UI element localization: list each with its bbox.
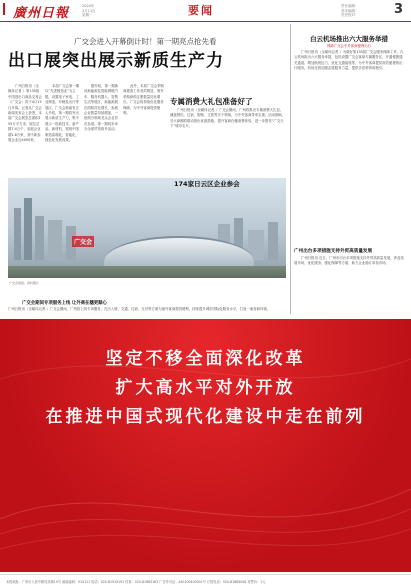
ground-graphic	[8, 266, 286, 278]
section-title: 要闻	[188, 4, 214, 17]
lead-paragraph: 本届广交会第一期以“先进制造业”为主题，设置电子家电、工业制造、车辆及出行等展区。广交会新闻发言人介绍，第一期将突出展示新质生产力，集中展示一批新技术、新产品、新材料，展现中国制造高端化、智能化、绿色化发展成果。	[45, 84, 80, 143]
page-number: 3	[394, 2, 404, 17]
column-divider	[290, 24, 291, 314]
wide-story	[8, 300, 404, 319]
photo-caption: 广交会展馆。资料图片	[9, 281, 40, 285]
slogan-group	[0, 345, 411, 432]
wide-story-body: 广州日报讯（全媒体记者 ）广交会期间，广州将上线专项服务，在出入境、交通、住宿、支付等方面为境外客商提供便利，持续提升城市国际化服务水平，打造一流营商环境。	[8, 307, 271, 311]
lead-headline: 出口展突出展示新质生产力	[8, 51, 224, 71]
lead-paragraph: 据介绍，第一期新设新能源及智能网联汽车、服务机器人、智慧生活等展区，新能源展区面积同比增长，参展企业数量持续增加，一批细分领域龙头企业首次参展。第一期同步举办全球贸易推介活动。	[84, 84, 119, 132]
lead-column-1	[8, 84, 42, 176]
lead-paragraph: 广州日报讯（全媒体记者 ）第135届中国进出口商品交易会（广交会）将于4月15日开幕。记者从广交会新闻发布会上获悉，本届广交会展览总面积155万平方米，展位总数7.4万个，参展企业超2.8万家，其中新参展企业近4000家。	[8, 84, 42, 143]
story-district-title: 174家日云区企业参会	[174, 180, 240, 188]
slogan-line-2: 扩大高水平对外开放	[115, 378, 296, 398]
slogan-banner	[0, 319, 411, 572]
photo-signage: 广交会	[72, 236, 94, 247]
exhibition-photo	[8, 178, 286, 278]
slogan-line-1: 坚定不移全面深化改革	[105, 349, 306, 369]
sidebar-body: 广州日报讯（全媒体记者 ）为做好第135届广交会服务保障工作，白云机场推出六大服务举措，包括设置广交会客商专属服务区、开通便捷通关通道、增加航班运力、优化交通接驳等，为中外客商提供高效便捷的出行服务。机场还将加强志愿服务力量，提供多语种咨询指引。	[294, 50, 404, 71]
lead-kicker: 广交会进入开幕倒计时！第一期亮点抢先看	[74, 37, 217, 46]
logo-mark	[3, 3, 11, 15]
slogan-line-3: 在推进中国式现代化建设中走在前列	[45, 407, 366, 427]
lead-paragraph: 此外，本届广交会采购商邀请工作成效明显，境外采购商预注册数量同比增长。广交会将持续优化服务保障，为中外客商提供便利。	[123, 84, 164, 116]
page-footer: 本报地址：广州市人民中路同乐路10号 邮政编码：510121 电话：020-81919191 传真：020-81863163 广告许可证：440100400001号 订报电话：020-81889008 零售价：1元	[0, 574, 411, 587]
issue-date: 2024年 3月11日 星期一	[82, 4, 96, 17]
sidebar-secondary-body: 广州日报讯 近日，广州市出台多项措施支持外贸高质量发展，涉及拓展市场、优化服务、强化保障等方面，助力企业稳订单拓市场。	[294, 256, 404, 266]
lead-column-2	[45, 84, 81, 176]
newspaper-logo: 廣州日報	[13, 6, 70, 21]
sidebar-title: 白云机场推出六大服务举措	[310, 35, 388, 43]
editor-credits: 责任编辑： 美术编辑： 责任校对：	[341, 4, 359, 17]
story-consumer-title: 专属消费大礼包准备好了	[170, 97, 253, 106]
wide-story-title: 广交会期间专项服务上线 让外商在穗更顺心	[22, 301, 107, 306]
masthead	[0, 0, 411, 22]
story-consumer-body: 广州日报讯（全媒体记者 ）广交会期间，广州将推出专属消费大礼包，涵盖餐饮、住宿、购物、文旅等多个领域，为中外客商带来实惠。活动期间，各大商圈将联动推出优惠措施，提升客商在穗消费体验，进一步擦亮“广交天下”城市名片。	[170, 108, 286, 129]
sidebar-story	[294, 28, 404, 240]
lead-column-4	[123, 84, 165, 176]
lead-column-3	[84, 84, 120, 176]
sidebar-secondary-title: 广州出台多项措施支持外贸高质量发展	[294, 249, 373, 254]
sidebar-subtitle: 保障广交会中外客商便利出行	[326, 44, 372, 48]
